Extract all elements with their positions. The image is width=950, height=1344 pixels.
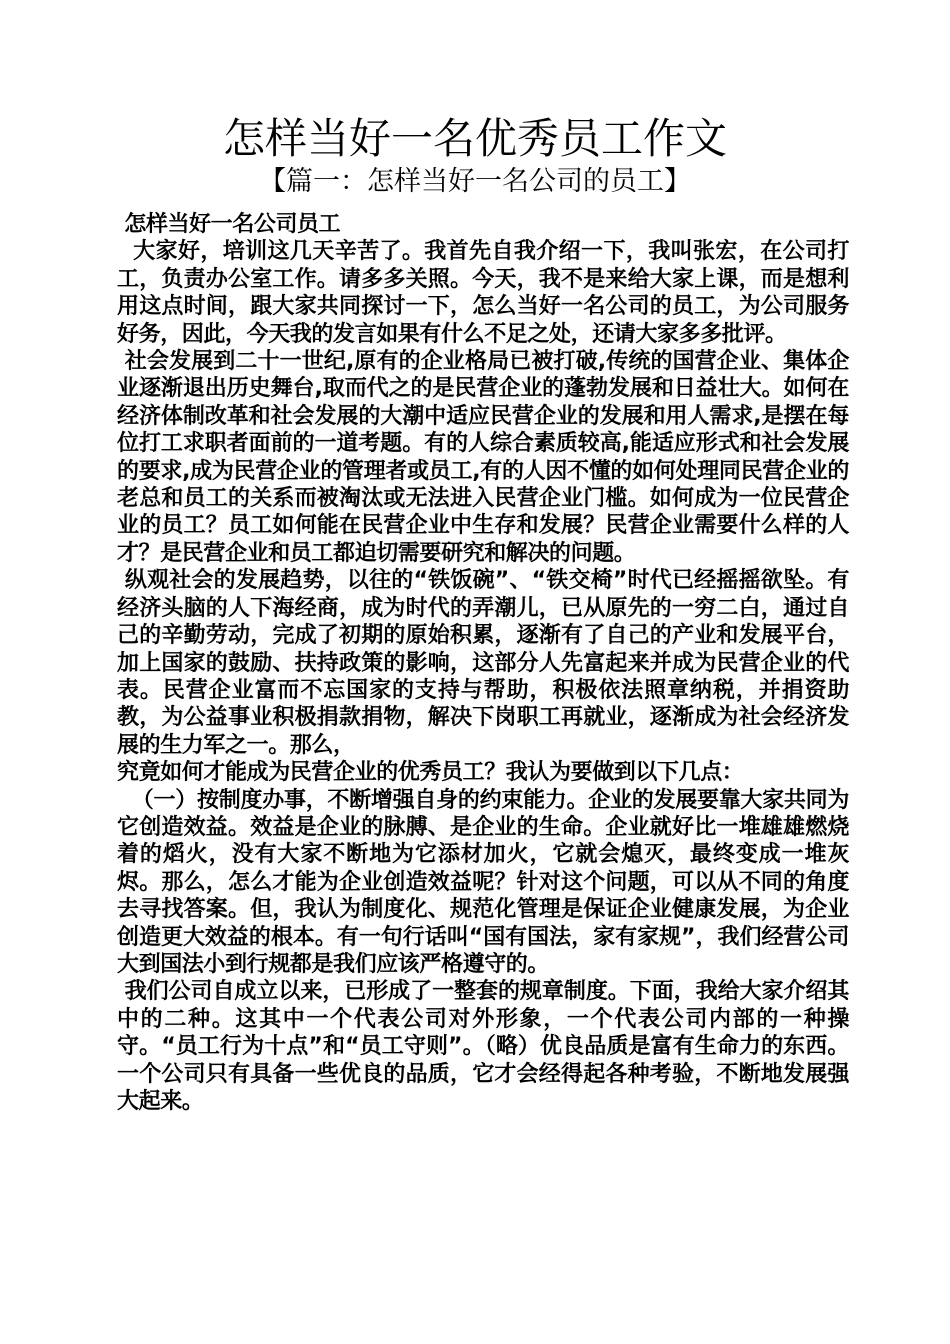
document-body bbox=[117, 211, 849, 1115]
paragraph: （一）按制度办事，不断增强自身的约束能力。企业的发展要靠大家共同为它创造效益。效益是企业的脉膊、是企业的生命。企业就好比一堆雄雄燃烧着的熖火，没有大家不断地为它添材加火，它就会熄灭，最终变成一堆灰烬。那么，怎么才能为企业创造效益呢？针对这个问题，可以从不同的角度去寻找答案。但，我认为制度化、规范化管理是保证企业健康发展，为企业创造更大效益的根本。有一句行话叫“国有国法，家有家规”，我们经营公司大到国法小到行规都是我们应该严格遵守的。 bbox=[117, 787, 849, 977]
document-title: 怎样当好一名优秀员工作文 bbox=[222, 114, 727, 163]
section-heading: 【篇一：怎样当好一名公司的员工】 bbox=[259, 166, 691, 197]
article-heading: 怎样当好一名公司员工 bbox=[117, 212, 341, 237]
paragraph: 纵观社会的发展趋势，以往的“铁饭碗”、“铁交椅”时代已经摇摇欲坠。有经济头脑的人下海经商，成为时代的弄潮儿，已从原先的一穷二白，通过自己的辛勤劳动，完成了初期的原始积累，逐渐有了自己的产业和发展平台，加上国家的鼓励、扶持政策的影响，这部分人先富起来并成为民营企业的代表。民营企业富而不忘国家的支持与帮助，积极依法照章纳税，并捐资助教，为公益事业积极捐款捐物，解决下岗职工再就业，逐渐成为社会经济发展的生力军之一。那么， bbox=[117, 568, 849, 758]
paragraph: 我们公司自成立以来，已形成了一整套的规章制度。下面，我给大家介绍其中的二种。这其中一个代表公司对外形象，一个代表公司内部的一种操守。“员工行为十点”和“员工守则”。（略）优良品质是富有生命力的东西。一个公司只有具备一些优良的品质，它才会经得起各种考验，不断地发展强大起来。 bbox=[117, 979, 849, 1114]
paragraph: 大家好，培训这几天辛苦了。我首先自我介绍一下，我叫张宏，在公司打工，负责办公室工作。请多多关照。今天，我不是来给大家上课，而是想利用这点时间，跟大家共同探讨一下，怎么当好一名公司的员工，为公司服务好务，因此，今天我的发言如果有什么不足之处，还请大家多多批评。 bbox=[117, 239, 850, 347]
paragraph: 究竟如何才能成为民营企业的优秀员工？我认为要做到以下几点： bbox=[117, 760, 744, 786]
paragraph: 社会发展到二十一世纪,原有的企业格局已被打破,传统的国营企业、集体企业逐渐退出历史舞台,取而代之的是民营企业的蓬勃发展和日益壮大。如何在经济体制改革和社会发展的大潮中适应民营企业的发展和用人需求,是摆在每位打工求职者面前的一道考题。有的人综合素质较高,能适应形式和社会发展的要求,成为民营企业的管理者或员工,有的人因不懂的如何处理同民营企业的老总和员工的关系而被淘汰或无法进入民营企业门槛。如何成为一位民营企业的员工？员工如何能在民营企业中生存和发展？民营企业需要什么样的人才？是民营企业和员工都迫切需要研究和解决的问题。 bbox=[117, 349, 849, 566]
